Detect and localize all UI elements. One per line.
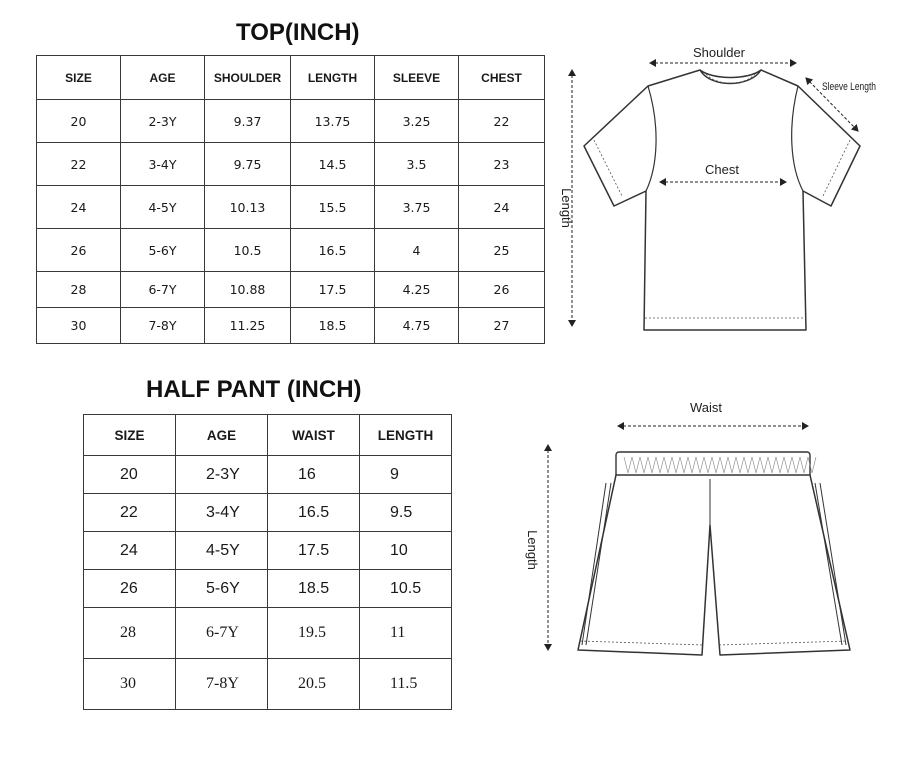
table-cell: 4-5Y [176, 532, 268, 570]
table-row [37, 229, 545, 272]
table-cell: 26 [37, 229, 121, 272]
shoulder-label: Shoulder [692, 45, 746, 60]
pant-header-size: SIZE [84, 415, 176, 456]
table-cell: 3.5 [375, 143, 459, 186]
table-cell: 3-4Y [176, 494, 268, 532]
table-cell: 15.5 [291, 186, 375, 229]
table-cell: 11 [360, 608, 452, 659]
table-cell: 4-5Y [121, 186, 205, 229]
table-row [84, 659, 452, 710]
table-cell: 7-8Y [121, 308, 205, 344]
table-cell: 3.25 [375, 100, 459, 143]
table-cell: 7-8Y [176, 659, 268, 710]
table-cell: 24 [459, 186, 545, 229]
table-cell: 6-7Y [121, 272, 205, 308]
table-cell: 10.13 [205, 186, 291, 229]
table-cell: 17.5 [268, 532, 360, 570]
table-cell: 22 [37, 143, 121, 186]
table-cell: 10.88 [205, 272, 291, 308]
table-cell: 4.75 [375, 308, 459, 344]
pant-header-waist: WAIST [268, 415, 360, 456]
table-cell: 27 [459, 308, 545, 344]
shirt-length-label: Length [559, 188, 574, 228]
table-cell: 24 [84, 532, 176, 570]
shorts-outline [578, 475, 850, 655]
table-cell: 30 [37, 308, 121, 344]
table-cell: 11.5 [360, 659, 452, 710]
table-cell: 11.25 [205, 308, 291, 344]
sleeve-length-label: Sleeve Length [822, 81, 876, 93]
pant-header-row [84, 415, 452, 456]
table-cell: 22 [459, 100, 545, 143]
table-cell: 23 [459, 143, 545, 186]
table-cell: 10.5 [205, 229, 291, 272]
table-row [37, 272, 545, 308]
table-cell: 25 [459, 229, 545, 272]
top-header-shoulder: SHOULDER [205, 56, 291, 100]
table-cell: 3-4Y [121, 143, 205, 186]
table-row [84, 608, 452, 659]
table-cell: 22 [84, 494, 176, 532]
table-cell: 28 [37, 272, 121, 308]
table-cell: 3.75 [375, 186, 459, 229]
table-row [84, 456, 452, 494]
shorts-diagram [520, 395, 870, 685]
table-cell: 2-3Y [176, 456, 268, 494]
table-cell: 10.5 [360, 570, 452, 608]
table-cell: 18.5 [291, 308, 375, 344]
table-cell: 6-7Y [176, 608, 268, 659]
top-header-chest: CHEST [459, 56, 545, 100]
table-cell: 4.25 [375, 272, 459, 308]
top-size-table [36, 55, 545, 344]
table-cell: 5-6Y [176, 570, 268, 608]
table-row [84, 494, 452, 532]
table-cell: 9.75 [205, 143, 291, 186]
top-header-length: LENGTH [291, 56, 375, 100]
table-cell: 26 [84, 570, 176, 608]
chest-label: Chest [705, 162, 739, 177]
table-row [37, 143, 545, 186]
table-cell: 2-3Y [121, 100, 205, 143]
table-cell: 10 [360, 532, 452, 570]
table-cell: 14.5 [291, 143, 375, 186]
top-header-age: AGE [121, 56, 205, 100]
table-cell: 28 [84, 608, 176, 659]
top-header-size: SIZE [37, 56, 121, 100]
table-row [84, 532, 452, 570]
table-row [37, 100, 545, 143]
table-cell: 26 [459, 272, 545, 308]
table-cell: 20 [84, 456, 176, 494]
table-row [37, 186, 545, 229]
table-cell: 4 [375, 229, 459, 272]
table-row [37, 308, 545, 344]
table-cell: 19.5 [268, 608, 360, 659]
table-cell: 17.5 [291, 272, 375, 308]
tshirt-diagram [548, 36, 888, 336]
shorts-length-label: Length [525, 530, 540, 570]
waist-label: Waist [689, 400, 723, 415]
pant-header-age: AGE [176, 415, 268, 456]
table-cell: 24 [37, 186, 121, 229]
half-pant-size-table [83, 414, 452, 710]
table-row [84, 570, 452, 608]
tshirt-outline [584, 70, 860, 330]
table-cell: 30 [84, 659, 176, 710]
pant-header-length: LENGTH [360, 415, 452, 456]
table-cell: 18.5 [268, 570, 360, 608]
half-pant-size-chart-title: HALF PANT (INCH) [146, 376, 362, 403]
table-cell: 9.5 [360, 494, 452, 532]
top-header-sleeve: SLEEVE [375, 56, 459, 100]
table-cell: 16.5 [268, 494, 360, 532]
table-cell: 9 [360, 456, 452, 494]
table-cell: 9.37 [205, 100, 291, 143]
shorts-waistband [616, 452, 810, 478]
table-cell: 20.5 [268, 659, 360, 710]
top-size-chart-title: TOP(INCH) [236, 19, 360, 46]
top-header-row [37, 56, 545, 100]
table-cell: 5-6Y [121, 229, 205, 272]
table-cell: 13.75 [291, 100, 375, 143]
table-cell: 16.5 [291, 229, 375, 272]
table-cell: 20 [37, 100, 121, 143]
table-cell: 16 [268, 456, 360, 494]
